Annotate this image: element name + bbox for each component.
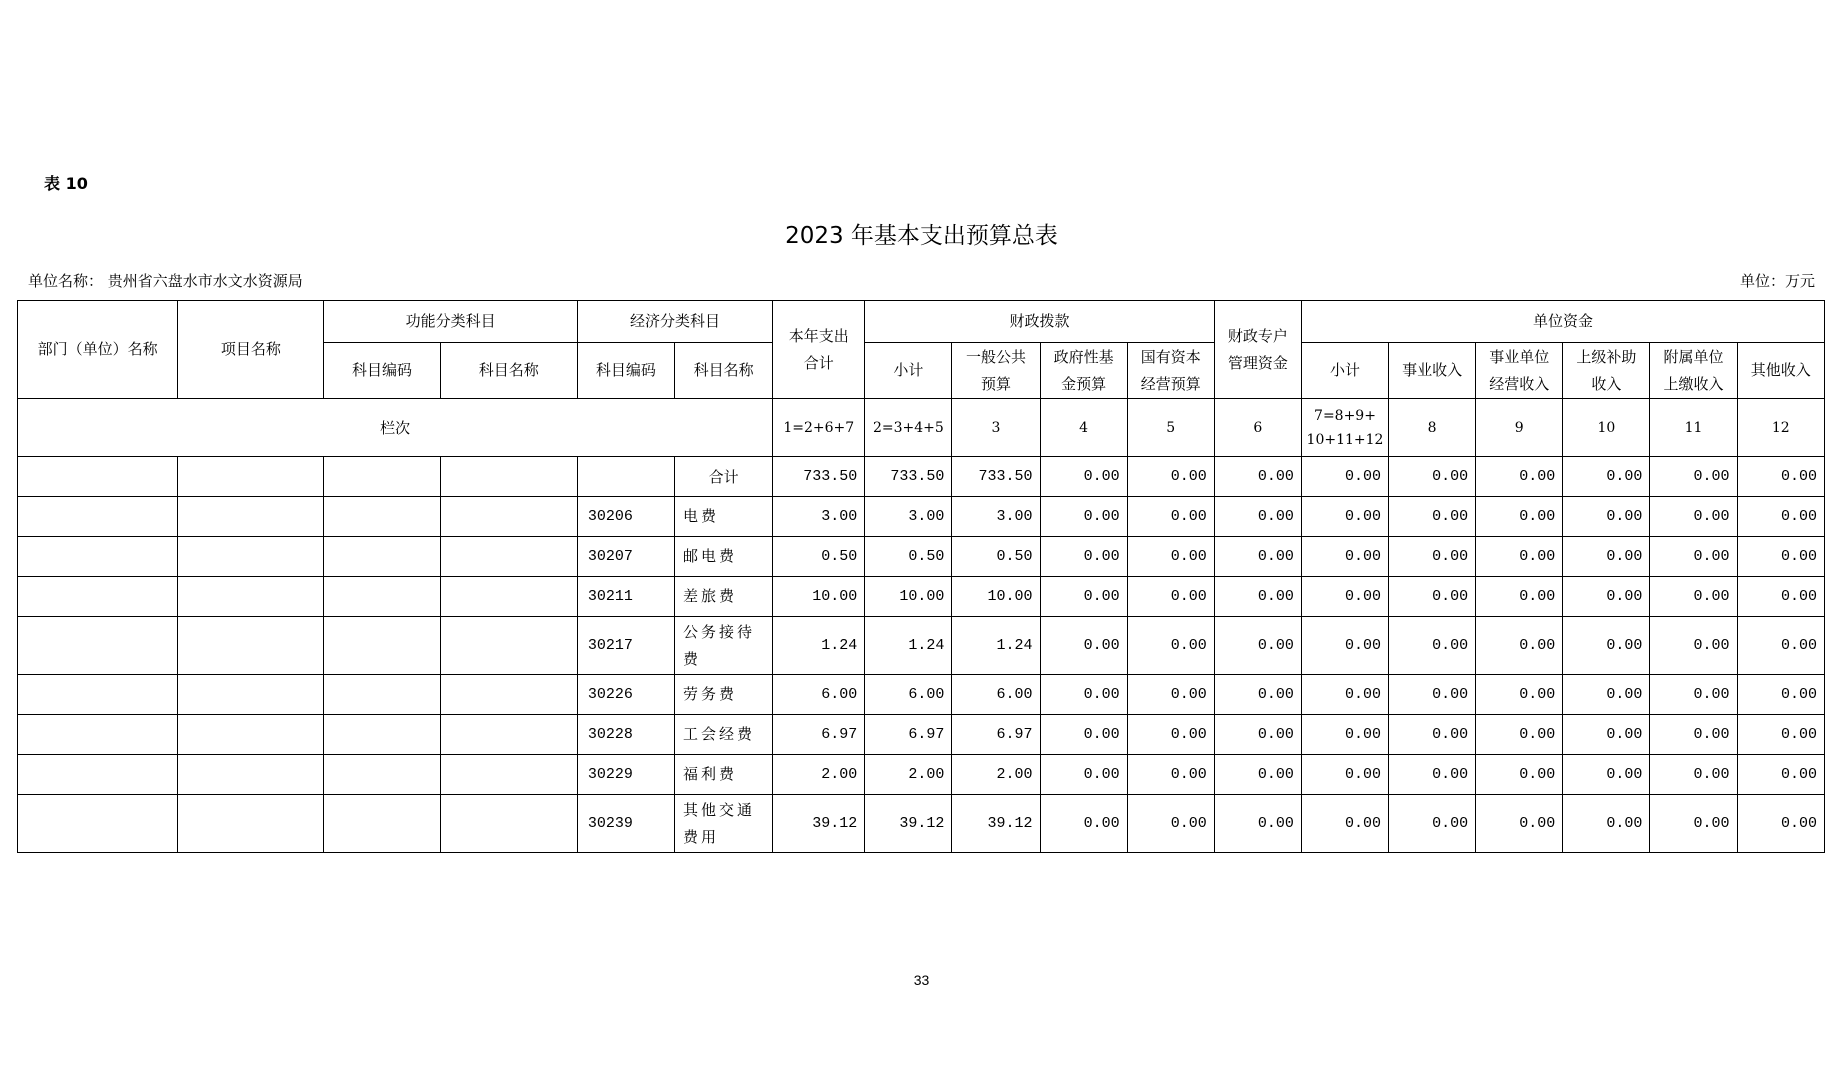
- lanci-cell: 2=3+4+5: [865, 399, 952, 457]
- empty-cell: [324, 675, 440, 715]
- value-cell: 1.24: [865, 617, 952, 675]
- empty-cell: [18, 577, 178, 617]
- header-econ-name: 科目名称: [675, 343, 773, 399]
- value-cell: 0.00: [1389, 577, 1476, 617]
- total-value: 733.50: [773, 457, 865, 497]
- value-cell: 0.00: [1563, 755, 1650, 795]
- total-value: 0.00: [1476, 457, 1563, 497]
- lanci-cell: 10: [1563, 399, 1650, 457]
- empty-cell: [440, 457, 577, 497]
- header-affiliate-income: 附属单位上缴收入: [1650, 343, 1737, 399]
- econ-code-cell: 30217: [577, 617, 674, 675]
- header-econ-group: 经济分类科目: [577, 301, 772, 343]
- header-career-income: 事业收入: [1389, 343, 1476, 399]
- table-row: [18, 715, 1825, 755]
- value-cell: 39.12: [773, 795, 865, 853]
- value-cell: 0.00: [1476, 715, 1563, 755]
- value-cell: 0.00: [1563, 577, 1650, 617]
- value-cell: 0.00: [1214, 577, 1301, 617]
- value-cell: 0.00: [1563, 795, 1650, 853]
- total-value: 0.00: [1301, 457, 1388, 497]
- value-cell: 0.00: [1389, 755, 1476, 795]
- econ-code-cell: 30239: [577, 795, 674, 853]
- lanci-cell: 9: [1476, 399, 1563, 457]
- value-cell: 0.00: [1476, 577, 1563, 617]
- value-cell: 0.00: [1650, 617, 1737, 675]
- empty-cell: [178, 457, 324, 497]
- econ-name-cell: 公务接待费: [675, 617, 773, 675]
- value-cell: 39.12: [865, 795, 952, 853]
- value-cell: 6.97: [773, 715, 865, 755]
- value-cell: 0.00: [1040, 755, 1127, 795]
- page-number: 33: [913, 972, 930, 988]
- empty-cell: [178, 755, 324, 795]
- header-func-group: 功能分类科目: [324, 301, 577, 343]
- value-cell: 0.00: [1040, 497, 1127, 537]
- value-cell: 0.00: [1127, 715, 1214, 755]
- value-cell: 0.00: [1127, 577, 1214, 617]
- value-cell: 0.00: [1650, 715, 1737, 755]
- empty-cell: [440, 715, 577, 755]
- value-cell: 0.00: [1301, 755, 1388, 795]
- empty-cell: [440, 537, 577, 577]
- header-econ-code: 科目编码: [577, 343, 674, 399]
- header-unit-subtotal: 小计: [1301, 343, 1388, 399]
- value-cell: 0.50: [773, 537, 865, 577]
- econ-code-cell: 30228: [577, 715, 674, 755]
- value-cell: 0.00: [1389, 675, 1476, 715]
- value-cell: 6.00: [773, 675, 865, 715]
- econ-name-cell: 工会经费: [675, 715, 773, 755]
- empty-cell: [324, 537, 440, 577]
- econ-name-cell: 差旅费: [675, 577, 773, 617]
- value-cell: 0.00: [1040, 577, 1127, 617]
- header-total: 本年支出合计: [773, 301, 865, 399]
- total-value: 0.00: [1563, 457, 1650, 497]
- empty-cell: [440, 577, 577, 617]
- value-cell: 6.97: [952, 715, 1040, 755]
- econ-name-cell: 邮电费: [675, 537, 773, 577]
- value-cell: 0.00: [1127, 755, 1214, 795]
- econ-name-cell: 福利费: [675, 755, 773, 795]
- empty-cell: [440, 755, 577, 795]
- value-cell: 0.00: [1563, 537, 1650, 577]
- empty-cell: [324, 577, 440, 617]
- value-cell: 0.00: [1127, 795, 1214, 853]
- value-cell: 0.00: [1301, 497, 1388, 537]
- value-cell: 0.00: [1476, 675, 1563, 715]
- empty-cell: [178, 617, 324, 675]
- unit-measure: 单位：万元: [1739, 272, 1815, 290]
- value-cell: 0.00: [1563, 617, 1650, 675]
- value-cell: 0.00: [1389, 537, 1476, 577]
- value-cell: 0.00: [1214, 795, 1301, 853]
- empty-cell: [324, 795, 440, 853]
- value-cell: 0.00: [1389, 795, 1476, 853]
- value-cell: 0.00: [1476, 497, 1563, 537]
- empty-cell: [440, 675, 577, 715]
- value-cell: 0.00: [1476, 537, 1563, 577]
- value-cell: 0.50: [952, 537, 1040, 577]
- lanci-row: [18, 399, 1825, 457]
- value-cell: 0.00: [1650, 497, 1737, 537]
- total-value: 0.00: [1650, 457, 1737, 497]
- empty-cell: [324, 457, 440, 497]
- total-value: 733.50: [865, 457, 952, 497]
- value-cell: 1.24: [773, 617, 865, 675]
- header-gov-fund: 政府性基金预算: [1040, 343, 1127, 399]
- value-cell: 0.00: [1127, 675, 1214, 715]
- total-row: [18, 457, 1825, 497]
- total-value: 733.50: [952, 457, 1040, 497]
- value-cell: 0.00: [1737, 675, 1824, 715]
- value-cell: 0.00: [1127, 497, 1214, 537]
- value-cell: 0.00: [1040, 715, 1127, 755]
- header-operating-income: 事业单位经营收入: [1476, 343, 1563, 399]
- value-cell: 0.00: [1301, 617, 1388, 675]
- value-cell: 3.00: [952, 497, 1040, 537]
- lanci-cell: 8: [1389, 399, 1476, 457]
- budget-table: [17, 300, 1825, 853]
- empty-cell: [178, 577, 324, 617]
- value-cell: 0.00: [1389, 497, 1476, 537]
- value-cell: 0.00: [1389, 715, 1476, 755]
- lanci-cell: 4: [1040, 399, 1127, 457]
- value-cell: 0.00: [1214, 755, 1301, 795]
- header-special: 财政专户管理资金: [1214, 301, 1301, 399]
- empty-cell: [440, 795, 577, 853]
- value-cell: 0.50: [865, 537, 952, 577]
- econ-name-cell: 劳务费: [675, 675, 773, 715]
- value-cell: 0.00: [1650, 795, 1737, 853]
- value-cell: 2.00: [865, 755, 952, 795]
- header-general-budget: 一般公共预算: [952, 343, 1040, 399]
- econ-code-cell: 30207: [577, 537, 674, 577]
- table-row: [18, 577, 1825, 617]
- empty-cell: [324, 715, 440, 755]
- empty-cell: [178, 715, 324, 755]
- value-cell: 0.00: [1040, 795, 1127, 853]
- value-cell: 0.00: [1476, 617, 1563, 675]
- value-cell: 39.12: [952, 795, 1040, 853]
- header-superior-subsidy: 上级补助收入: [1563, 343, 1650, 399]
- empty-cell: [440, 497, 577, 537]
- lanci-cell: 7=8+9+ 10+11+12: [1301, 399, 1388, 457]
- empty-cell: [18, 537, 178, 577]
- table-row: [18, 795, 1825, 853]
- lanci-cell: 12: [1737, 399, 1824, 457]
- header-dept: 部门（单位）名称: [18, 301, 178, 399]
- value-cell: 0.00: [1650, 537, 1737, 577]
- empty-cell: [18, 675, 178, 715]
- econ-code-cell: 30229: [577, 755, 674, 795]
- empty-cell: [577, 457, 674, 497]
- header-fiscal-subtotal: 小计: [865, 343, 952, 399]
- value-cell: 0.00: [1563, 675, 1650, 715]
- total-value: 0.00: [1040, 457, 1127, 497]
- lanci-cell: 3: [952, 399, 1040, 457]
- header-fiscal-group: 财政拨款: [865, 301, 1215, 343]
- unit-info-line: [28, 270, 1815, 291]
- empty-cell: [324, 617, 440, 675]
- header-unit-group: 单位资金: [1301, 301, 1824, 343]
- econ-code-cell: 30211: [577, 577, 674, 617]
- value-cell: 0.00: [1737, 715, 1824, 755]
- value-cell: 2.00: [952, 755, 1040, 795]
- value-cell: 0.00: [1737, 755, 1824, 795]
- value-cell: 0.00: [1040, 537, 1127, 577]
- page-title: 2023 年基本支出预算总表: [785, 223, 1058, 249]
- table-row: [18, 675, 1825, 715]
- table-row: [18, 617, 1825, 675]
- empty-cell: [324, 755, 440, 795]
- value-cell: 0.00: [1389, 617, 1476, 675]
- value-cell: 0.00: [1650, 675, 1737, 715]
- econ-name-cell: 其他交通费用: [675, 795, 773, 853]
- header-other-income: 其他收入: [1737, 343, 1824, 399]
- value-cell: 0.00: [1301, 577, 1388, 617]
- value-cell: 0.00: [1476, 755, 1563, 795]
- total-value: 0.00: [1127, 457, 1214, 497]
- value-cell: 0.00: [1214, 537, 1301, 577]
- value-cell: 0.00: [1301, 537, 1388, 577]
- empty-cell: [178, 795, 324, 853]
- header-func-code: 科目编码: [324, 343, 440, 399]
- empty-cell: [18, 457, 178, 497]
- value-cell: 0.00: [1040, 617, 1127, 675]
- value-cell: 0.00: [1737, 795, 1824, 853]
- value-cell: 0.00: [1737, 537, 1824, 577]
- value-cell: 0.00: [1127, 617, 1214, 675]
- value-cell: 0.00: [1040, 675, 1127, 715]
- value-cell: 10.00: [865, 577, 952, 617]
- empty-cell: [18, 497, 178, 537]
- empty-cell: [18, 795, 178, 853]
- empty-cell: [178, 537, 324, 577]
- value-cell: 1.24: [952, 617, 1040, 675]
- value-cell: 6.00: [865, 675, 952, 715]
- value-cell: 0.00: [1563, 715, 1650, 755]
- value-cell: 10.00: [952, 577, 1040, 617]
- total-label: 合计: [675, 457, 773, 497]
- total-value: 0.00: [1737, 457, 1824, 497]
- value-cell: 0.00: [1214, 715, 1301, 755]
- lanci-cell: 6: [1214, 399, 1301, 457]
- lanci-cell: 1=2+6+7: [773, 399, 865, 457]
- value-cell: 10.00: [773, 577, 865, 617]
- lanci-cell: 11: [1650, 399, 1737, 457]
- empty-cell: [178, 675, 324, 715]
- value-cell: 0.00: [1214, 617, 1301, 675]
- value-cell: 6.97: [865, 715, 952, 755]
- value-cell: 0.00: [1127, 537, 1214, 577]
- header-state-capital: 国有资本经营预算: [1127, 343, 1214, 399]
- header-project: 项目名称: [178, 301, 324, 399]
- value-cell: 0.00: [1563, 497, 1650, 537]
- lanci-cell: 5: [1127, 399, 1214, 457]
- value-cell: 0.00: [1650, 577, 1737, 617]
- table-row: [18, 497, 1825, 537]
- header-func-name: 科目名称: [440, 343, 577, 399]
- value-cell: 0.00: [1301, 795, 1388, 853]
- econ-code-cell: 30226: [577, 675, 674, 715]
- table-number-label: 表 10: [44, 174, 88, 193]
- empty-cell: [18, 755, 178, 795]
- value-cell: 6.00: [952, 675, 1040, 715]
- econ-name-cell: 电费: [675, 497, 773, 537]
- lanci-label: 栏次: [18, 399, 773, 457]
- total-value: 0.00: [1389, 457, 1476, 497]
- value-cell: 0.00: [1650, 755, 1737, 795]
- value-cell: 0.00: [1476, 795, 1563, 853]
- value-cell: 0.00: [1214, 497, 1301, 537]
- table-row: [18, 755, 1825, 795]
- table-row: [18, 537, 1825, 577]
- empty-cell: [178, 497, 324, 537]
- value-cell: 2.00: [773, 755, 865, 795]
- empty-cell: [440, 617, 577, 675]
- value-cell: 3.00: [773, 497, 865, 537]
- total-value: 0.00: [1214, 457, 1301, 497]
- value-cell: 0.00: [1301, 675, 1388, 715]
- value-cell: 0.00: [1737, 497, 1824, 537]
- empty-cell: [18, 617, 178, 675]
- value-cell: 3.00: [865, 497, 952, 537]
- empty-cell: [18, 715, 178, 755]
- empty-cell: [324, 497, 440, 537]
- econ-code-cell: 30206: [577, 497, 674, 537]
- unit-name: 单位名称： 贵州省六盘水市水文水资源局: [28, 272, 303, 290]
- value-cell: 0.00: [1214, 675, 1301, 715]
- value-cell: 0.00: [1737, 617, 1824, 675]
- value-cell: 0.00: [1737, 577, 1824, 617]
- value-cell: 0.00: [1301, 715, 1388, 755]
